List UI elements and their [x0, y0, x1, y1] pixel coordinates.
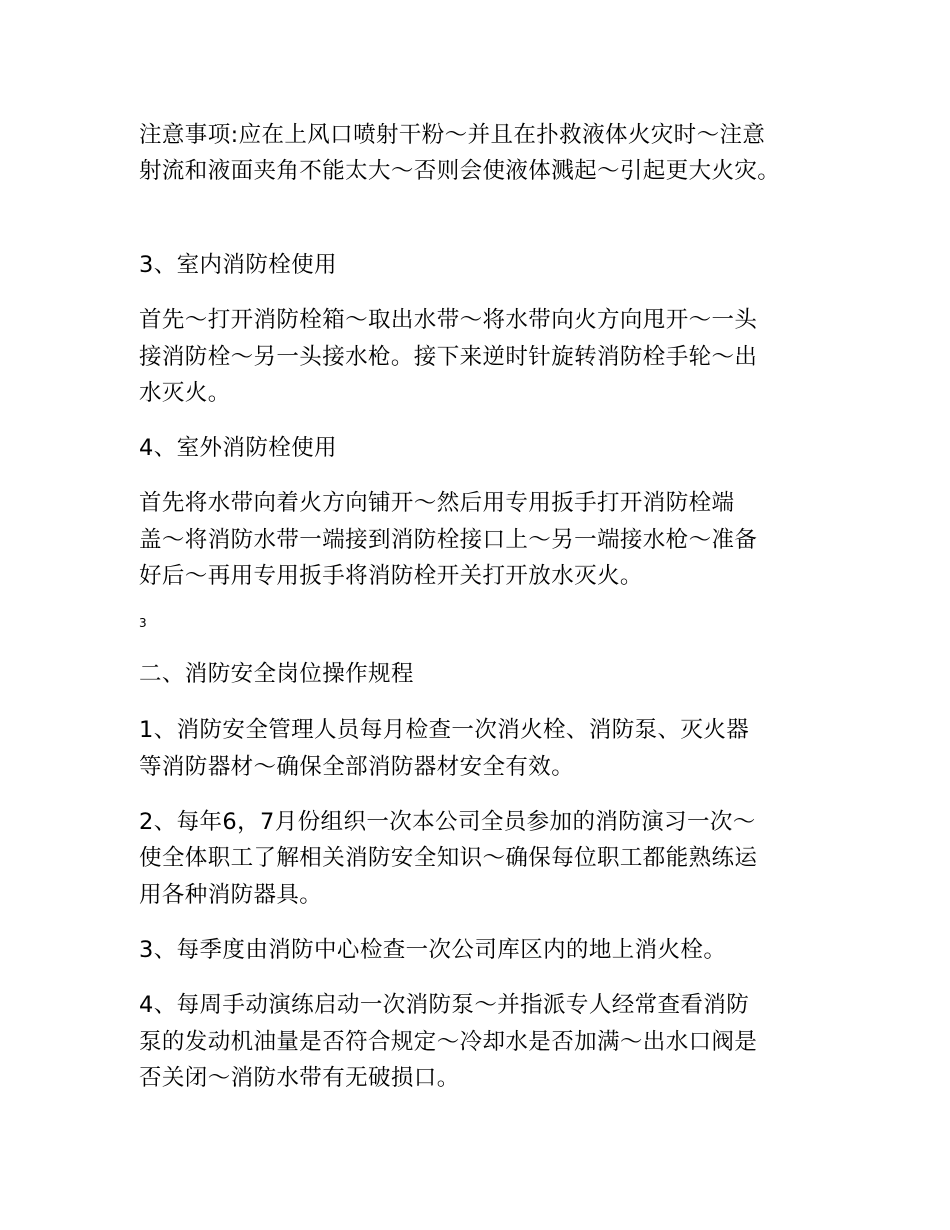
rule-2-line-2: 使全体职工了解相关消防安全知识～确保每位职工都能熟练运: [139, 845, 758, 871]
indoor-line-1: 首先～打开消防栓箱～取出水带～将水带向火方向甩开～一头: [139, 307, 758, 333]
rule-3-line-1: 3、每季度由消防中心检查一次公司库区内的地上消火栓。: [139, 937, 727, 963]
rule-4-line-2: 泵的发动机油量是否符合规定～冷却水是否加满～出水口阀是: [139, 1029, 758, 1055]
outdoor-line-3: 好后～再用专用扳手将消防栓开关打开放水灭火。: [139, 563, 643, 589]
rule-1-line-2: 等消防器材～确保全部消防器材安全有效。: [139, 754, 575, 780]
rule-2-line-3: 用各种消防器具。: [139, 882, 323, 908]
indoor-line-2: 接消防栓～另一头接水枪。接下来逆时针旋转消防栓手轮～出: [139, 344, 758, 370]
rule-2-line-1: 2、每年6，7月份组织一次本公司全员参加的消防演习一次～: [139, 809, 756, 835]
heading-indoor-hydrant: 3、室内消防栓使用: [139, 252, 337, 278]
outdoor-line-2: 盖～将消防水带一端接到消防栓接口上～另一端接水枪～准备: [139, 527, 758, 553]
page-number: 3: [139, 616, 147, 630]
rule-4-line-1: 4、每周手动演练启动一次消防泵～并指派专人经常查看消防: [139, 992, 750, 1018]
note-line-2: 射流和液面夹角不能太大～否则会使液体溅起～引起更大火灾。: [139, 158, 781, 184]
note-line-1: 注意事项:应在上风口喷射干粉～并且在扑救液体火灾时～注意: [139, 122, 766, 148]
heading-outdoor-hydrant: 4、室外消防栓使用: [139, 435, 337, 461]
rule-1-line-1: 1、消防安全管理人员每月检查一次消火栓、消防泵、灭火器: [139, 717, 750, 743]
indoor-line-3: 水灭火。: [139, 380, 231, 406]
rule-4-line-3: 否关闭～消防水带有无破损口。: [139, 1065, 460, 1091]
outdoor-line-1: 首先将水带向着火方向铺开～然后用专用扳手打开消防栓端: [139, 490, 735, 516]
heading-section-two: 二、消防安全岗位操作规程: [139, 661, 414, 687]
